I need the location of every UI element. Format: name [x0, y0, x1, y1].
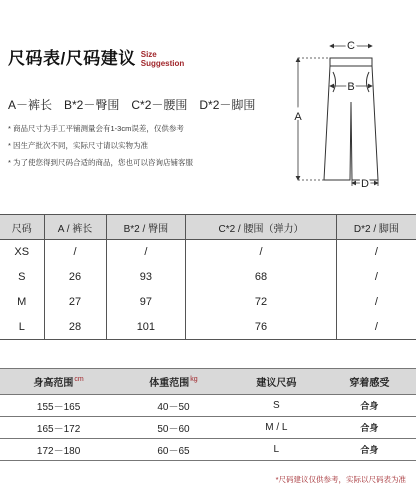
pants-diagram — [270, 30, 410, 192]
col-header: A / 裤长 — [44, 215, 106, 240]
table-row — [0, 315, 416, 340]
table-cell: 76 — [186, 315, 337, 340]
table-cell: 26 — [44, 265, 106, 290]
col-header-label: 身高范围 — [33, 378, 74, 389]
col-header-weight — [117, 369, 230, 395]
table-row — [0, 290, 416, 315]
label-c: C — [347, 40, 355, 52]
measurement-legend: A－裤长 B*2－臀围 C*2－腰围 D*2－脚围 — [8, 98, 256, 112]
col-header-size: 建议尺码 — [230, 369, 323, 395]
table-cell: / — [44, 240, 106, 265]
size-cell: S — [0, 265, 44, 290]
measure-lines — [298, 46, 378, 186]
size-cell: L — [230, 439, 323, 461]
table-cell: / — [374, 246, 378, 259]
table-cell: / — [336, 315, 416, 340]
note-item: * 商品尺寸为手工平铺测量会有1-3cm误差，仅供参考 — [8, 124, 184, 133]
size-cell: S — [230, 395, 323, 417]
col-header: D*2 / 脚围 — [336, 215, 416, 240]
height-cell: 172－180 — [0, 439, 117, 461]
measurement-notes — [8, 120, 193, 171]
col-header: B*2 / 臀围 — [106, 215, 186, 240]
table-row — [0, 439, 416, 461]
subtitle-line-2: Suggestion — [140, 59, 185, 68]
table-cell: / — [374, 271, 378, 283]
table-cell: 72 — [186, 290, 337, 315]
fit-cell: 合身 — [323, 439, 416, 461]
weight-cell: 40－50 — [117, 395, 230, 417]
label-b: B — [347, 81, 355, 93]
subtitle-line-1: Size — [140, 50, 157, 59]
size-cell: XS — [0, 240, 44, 265]
col-header-height — [0, 369, 117, 395]
label-d: D — [361, 178, 369, 190]
fit-table — [0, 368, 416, 461]
size-table — [0, 214, 416, 340]
fit-table-header — [0, 369, 416, 395]
table-row — [0, 395, 416, 417]
table-cell: / — [106, 240, 186, 265]
note-item: * 因生产批次不同，实际尺寸请以实物为准 — [8, 141, 149, 150]
table-row — [0, 417, 416, 439]
col-header: 尺码 — [0, 215, 44, 240]
pants-outline — [324, 58, 378, 180]
col-header-fit: 穿着感受 — [323, 369, 416, 395]
col-header: C*2 / 腰围（弹力） — [186, 215, 337, 240]
weight-cell: 50－60 — [117, 417, 230, 439]
size-table-header — [0, 215, 416, 240]
table-cell: 28 — [44, 315, 106, 340]
page-header — [8, 44, 184, 69]
unit-cm: cm — [74, 376, 84, 383]
note-item: * 为了使您得到尺码合适的商品，您也可以咨询店铺客服 — [8, 158, 194, 167]
weight-cell: 60－65 — [117, 439, 230, 461]
page-title: 尺码表/尺码建议 — [8, 49, 136, 68]
height-cell: 155－165 — [0, 395, 117, 417]
table-cell: / — [374, 296, 378, 308]
fit-cell: 合身 — [323, 395, 416, 417]
table-cell: 101 — [106, 315, 186, 340]
table-row — [0, 265, 416, 290]
height-cell: 165－172 — [0, 417, 117, 439]
table-cell: 68 — [186, 265, 337, 290]
fit-cell: 合身 — [323, 417, 416, 439]
table-cell: / — [186, 240, 337, 265]
size-cell: L — [0, 315, 44, 340]
unit-kg: kg — [190, 376, 198, 383]
label-a: A — [294, 111, 302, 123]
footnote: *尺码建议仅供参考，实际以尺码表为准 — [275, 475, 406, 484]
table-cell: 97 — [106, 290, 186, 315]
table-cell: 27 — [44, 290, 106, 315]
table-cell: 93 — [106, 265, 186, 290]
size-cell: M — [0, 290, 44, 315]
size-cell: M / L — [230, 417, 323, 439]
table-row — [0, 240, 416, 265]
page-subtitle — [141, 50, 185, 69]
col-header-label: 体重范围 — [149, 378, 190, 389]
